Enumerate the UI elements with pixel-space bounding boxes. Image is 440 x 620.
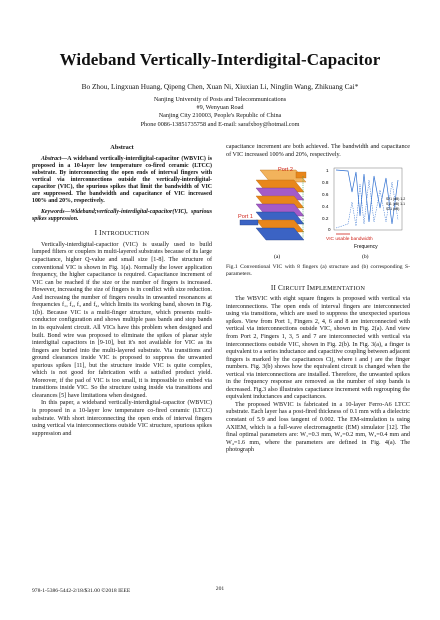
y-tick-0.2: 0.2 — [322, 216, 329, 222]
affiliation-contact: Phone 0086-13851735758 and E-mail: sarafxboy@hotmail.com — [140, 120, 300, 128]
footer-page-number: 201 — [215, 586, 225, 592]
intro-paragraph-2: In this paper, a wideband vertically-interdigital-capacitor (WBVIC) is proposed in a 10-layer low temperature co-fired ceramic (LTCC) substrate. With short interconnecting the open ends of interval fingers using vertical via interconnections outside VIC structure, spurious spikes suppression and — [32, 400, 212, 437]
figure-1 — [226, 162, 410, 262]
figure-1-caption: Fig.1 Conventional VIC with 8 fingers (a) structure and (b) corresponding S-parameters. — [226, 264, 410, 277]
abstract-text — [32, 156, 212, 206]
legend-entry-3: S21 (dB) — [386, 207, 400, 212]
introduction-heading: I INTRODUCTION — [94, 229, 150, 238]
y-tick-0.4: 0.4 — [322, 204, 329, 210]
abstract-heading: Abstract — [110, 144, 134, 151]
affiliation-street: #9, Wenyuan Road — [196, 104, 244, 112]
y-tick-0.6: 0.6 — [322, 192, 329, 198]
circuit-implementation-heading: II CIRCUIT IMPLEMENTATION — [270, 283, 366, 292]
affiliation-city: Nanjing City 210003, People's Republic of China — [158, 112, 282, 120]
abstract-lead: Abstract — [41, 155, 62, 162]
subfigure-b-label: (b) — [362, 254, 369, 261]
left-column — [32, 144, 212, 438]
intro-paragraph-continued: capacitance increment are both achieved. The bandwidth and capacitance of VIC increased 100% and 20%, respectively. — [226, 144, 410, 158]
keywords-text: Keywords—Wideband;vertically-interdigital-capacitor(VIC), spurious spikes suppression. — [32, 209, 212, 223]
figure-1-graphic — [226, 162, 410, 262]
paper-title: Wideband Vertically-Interdigital-Capacitor — [59, 50, 381, 69]
usable-band-label: VIC usable bandwidth — [326, 237, 373, 243]
y-tick-0.8: 0.8 — [322, 180, 329, 186]
port-2-label: Port 2 — [278, 167, 293, 174]
s-parameter-plot — [322, 168, 405, 250]
legend-entry-1: S21 (dB) 1-2 — [386, 197, 406, 202]
circuit-paragraph-2: The proposed WBVIC is fabricated in a 10-layer Ferro-A6 LTCC substrate. Each layer has a post-fired thickness of 0.1 mm with a dielectric constant of 5.9 and loss tangent of 0.002. The EM-simulation is using AXIEM, which is a full-wave electromagnetic (EM) simulator [12]. The final optimal parameters are: W₁=0.3 mm, W₂=0.2 mm, W₃=0.4 mm and W₄=1.6 mm, where the parameters are defined in Fig. 4(a). The photograph — [226, 401, 410, 454]
abstract-body: —A wideband vertically-interdigital-capacitor (WBVIC) is proposed in a 10-layer low temperature co-fired ceramic (LTCC) substrate. By interconnecting the open ends of interval fingers with vertical via interconnections outside the vertically-interdigital-capacitor (VIC), the spurious spikes that limit the bandwidth of VIC are suppressed. The bandwidth and capacitance of VIC increased 100% and 20%, respectively. — [32, 155, 212, 205]
vic-structure-illustration — [240, 170, 306, 240]
port-1-label: Port 1 — [238, 214, 253, 221]
y-tick-1: 1 — [326, 168, 329, 174]
intro-paragraph-1: Vertically-interdigital-capacitor (VIC) is usually used to build lumped filters or couplers in multi-layered substrates because of its large capacitance, higher Q-value and small size [1-8]. The structure of conventional VIC is shown in Fig. 1(a). Normally the lower application frequency, the higher capacitance is required. Capacitance increment of VIC can be reached if the size or the number of fingers is increased. However, increasing the size of fingers is in conflict with size reduction. And increasing the number of fingers results in unwanted resonances at frequencies f₁, f₂, f₃ and f₄, which limits its working band, shown in Fig. 1(b). Because VIC is a multi-finger structure, which presents multi-conductor configuration and shows multiple pass bands and stop bands in its equivalent circuit. All VICs have this problem when designed and built. Bond wire was proposed to eliminate the spikes of planar style interdigital capacitors in [9-10], but it's not available for VIC as its fingers are buried into the multi-layered substrate. Via transitions and ground clearances inside VIC is proposed to suppress the unwanted spurious spikes [11], but the structure inside VIC is quite complex, which is not good for fabrication with a satisfied product yield. Moreover, if the pad of VIC is too small, it is impossible to embed via transitions inside VIC. So the structure using inside via transitions and clearances [5] have limitations when designed. — [32, 241, 212, 399]
x-axis-label: Frequency — [354, 244, 378, 251]
affiliation-university: Nanjing University of Posts and Telecommunications — [153, 96, 287, 103]
author-list: Bo Zhou, Lingxuan Huang, Qipeng Chen, Xuan Ni, Xiuxian Li, Ninglin Wang, Zhikuang Cai* — [81, 82, 359, 91]
legend-entry-2: S11 (dB) 1-1 — [386, 202, 405, 207]
footer-isbn: 978-1-5386-5442-2/18/$31.00 ©2018 IEEE — [32, 588, 131, 594]
subfigure-a-label: (a) — [274, 254, 281, 261]
affiliation-block — [0, 96, 440, 129]
y-tick-0: 0 — [328, 227, 331, 233]
right-column — [226, 144, 410, 455]
circuit-paragraph-1: The WBVIC with eight square fingers is proposed with vertical via interconnections. The open ends of interval fingers are interconnected using via transitions, which are used to suppress the unexpected spurious spikes. View from Port 1, Fingers 2, 4, 6 and 8 are interconnected with vertical via interconnections outside VIC, shown in Fig. 2(a). And view from Port 2, Fingers 1, 3, 5 and 7 are interconnected with vertical via interconnections outside VIC, shown in Fig. 2(b). In Fig. 3(a), a finger is equivalent to a series inductance and capacitive coupling between adjacent fingers is marked by the capacitances Cij, where i and j are the finger numbers. Fig. 3(b) shows how the equivalent circuit is changed when the vertical via interconnections are installed. Therefore, the unwanted spikes in the frequency response are removed as the number of stop bands is decreased. Fig.3 also illustrates capacitance increment with regrouping the equivalent inductances and capacitances. — [226, 296, 410, 401]
